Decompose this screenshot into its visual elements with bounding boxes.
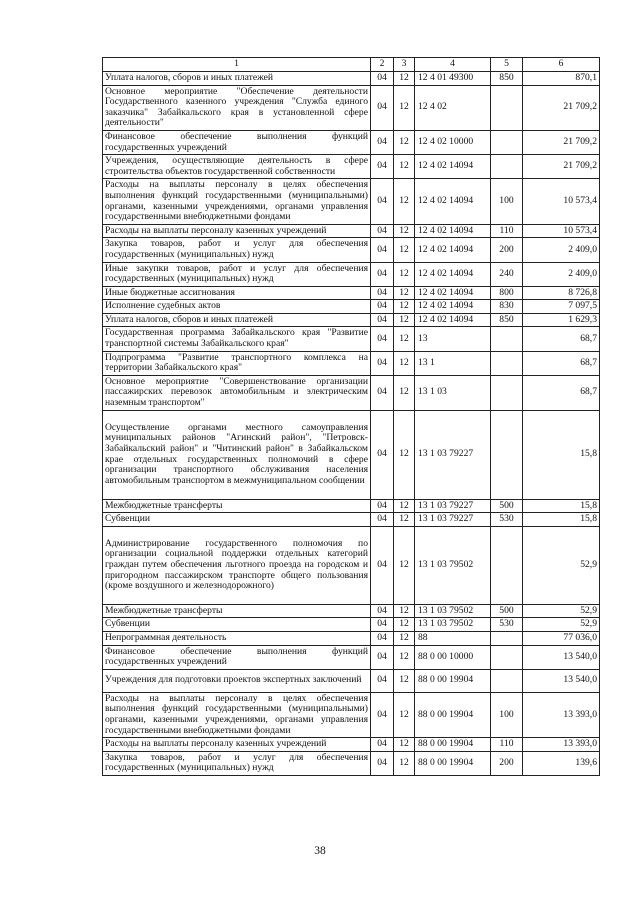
cell-amount: 52,9	[523, 604, 600, 618]
cell-target-article: 88 0 00 19904	[415, 669, 491, 692]
cell-subsection: 12	[394, 604, 415, 618]
table-row	[103, 692, 600, 737]
cell-name: Закупка товаров, работ и услуг для обеспечения государственных (муниципальных) нужд	[103, 751, 371, 775]
cell-name: Учреждения, осуществляющие деятельность в сфере строительства объектов государственной собственности	[103, 155, 371, 179]
cell-amount: 68,7	[523, 327, 600, 351]
cell-name: Расходы на выплаты персоналу казенных учреждений	[103, 738, 371, 752]
cell-name: Непрограммная деятельность	[103, 632, 371, 646]
cell-expense-type	[491, 351, 523, 375]
cell-expense-type	[491, 669, 523, 692]
table-row	[103, 286, 600, 300]
cell-target-article: 88 0 00 19904	[415, 751, 491, 775]
cell-section: 04	[371, 632, 394, 646]
cell-subsection: 12	[394, 238, 415, 262]
cell-name: Администрирование государственного полномочия по организации социальной поддержки отдельных категорий граждан путем обеспечения льготного проезда на городском и пригородном пассажирском транспорте общего пользования (кроме воздушного и железнодорожного)	[103, 526, 371, 604]
cell-amount: 7 097,5	[523, 300, 600, 314]
table-row	[103, 499, 600, 513]
cell-expense-type: 830	[491, 300, 523, 314]
cell-subsection: 12	[394, 300, 415, 314]
cell-expense-type: 500	[491, 499, 523, 513]
cell-target-article: 13 1 03 79502	[415, 618, 491, 632]
budget-table-sheet	[102, 57, 599, 776]
cell-amount: 15,8	[523, 513, 600, 527]
cell-amount: 15,8	[523, 410, 600, 499]
cell-target-article: 12 4 01 49300	[415, 72, 491, 86]
table-row	[103, 751, 600, 775]
cell-section: 04	[371, 669, 394, 692]
cell-subsection: 12	[394, 262, 415, 286]
cell-target-article: 12 4 02 10000	[415, 130, 491, 154]
cell-amount: 68,7	[523, 375, 600, 410]
cell-target-article: 12 4 02 14094	[415, 300, 491, 314]
cell-subsection: 12	[394, 645, 415, 669]
cell-subsection: 12	[394, 526, 415, 604]
cell-target-article: 12 4 02 14094	[415, 313, 491, 327]
cell-section: 04	[371, 179, 394, 224]
cell-amount: 2 409,0	[523, 238, 600, 262]
header-col-6: 6	[523, 58, 600, 72]
cell-section: 04	[371, 313, 394, 327]
cell-amount: 52,9	[523, 526, 600, 604]
cell-name: Межбюджетные трансферты	[103, 604, 371, 618]
cell-target-article: 13 1 03 79227	[415, 499, 491, 513]
cell-subsection: 12	[394, 618, 415, 632]
cell-amount: 10 573,4	[523, 224, 600, 238]
cell-amount: 15,8	[523, 499, 600, 513]
cell-subsection: 12	[394, 313, 415, 327]
cell-section: 04	[371, 692, 394, 737]
budget-table	[102, 57, 600, 776]
cell-subsection: 12	[394, 669, 415, 692]
cell-section: 04	[371, 410, 394, 499]
cell-expense-type	[491, 632, 523, 646]
cell-expense-type: 850	[491, 72, 523, 86]
cell-subsection: 12	[394, 751, 415, 775]
cell-expense-type	[491, 526, 523, 604]
cell-expense-type	[491, 645, 523, 669]
cell-name: Основное мероприятие "Совершенствование организации пассажирских перевозок автомобильным и электрическим наземным транспортом"	[103, 375, 371, 410]
cell-expense-type: 100	[491, 692, 523, 737]
cell-section: 04	[371, 375, 394, 410]
cell-subsection: 12	[394, 632, 415, 646]
cell-name: Уплата налогов, сборов и иных платежей	[103, 72, 371, 86]
table-body	[103, 58, 600, 776]
cell-subsection: 12	[394, 351, 415, 375]
cell-name: Иные бюджетные ассигнования	[103, 286, 371, 300]
cell-expense-type	[491, 375, 523, 410]
cell-target-article: 12 4 02	[415, 85, 491, 130]
header-col-3: 3	[394, 58, 415, 72]
cell-section: 04	[371, 499, 394, 513]
cell-target-article: 12 4 02 14094	[415, 224, 491, 238]
table-row	[103, 262, 600, 286]
cell-subsection: 12	[394, 499, 415, 513]
table-row	[103, 351, 600, 375]
table-row	[103, 224, 600, 238]
cell-target-article: 12 4 02 14094	[415, 286, 491, 300]
cell-target-article: 13 1 03 79227	[415, 513, 491, 527]
cell-subsection: 12	[394, 513, 415, 527]
cell-name: Уплата налогов, сборов и иных платежей	[103, 313, 371, 327]
cell-section: 04	[371, 604, 394, 618]
table-row	[103, 300, 600, 314]
cell-subsection: 12	[394, 375, 415, 410]
cell-subsection: 12	[394, 179, 415, 224]
header-col-1: 1	[103, 58, 371, 72]
cell-name: Расходы на выплаты персоналу в целях обеспечения выполнения функций государственными (муниципальными) органами, казенными учреждениями, органами управления государственными внебюджетными фондами	[103, 692, 371, 737]
cell-subsection: 12	[394, 224, 415, 238]
table-row	[103, 85, 600, 130]
cell-name: Подпрограмма "Развитие транспортного комплекса на территории Забайкальского края"	[103, 351, 371, 375]
cell-expense-type: 240	[491, 262, 523, 286]
table-row	[103, 669, 600, 692]
cell-section: 04	[371, 72, 394, 86]
cell-expense-type: 530	[491, 618, 523, 632]
cell-amount: 13 540,0	[523, 645, 600, 669]
table-row	[103, 238, 600, 262]
cell-section: 04	[371, 85, 394, 130]
table-row	[103, 513, 600, 527]
table-row	[103, 313, 600, 327]
cell-section: 04	[371, 224, 394, 238]
cell-expense-type: 800	[491, 286, 523, 300]
table-row	[103, 604, 600, 618]
cell-section: 04	[371, 238, 394, 262]
cell-target-article: 13 1 03 79502	[415, 604, 491, 618]
cell-target-article: 88	[415, 632, 491, 646]
cell-subsection: 12	[394, 410, 415, 499]
cell-amount: 13 393,0	[523, 692, 600, 737]
cell-expense-type: 200	[491, 751, 523, 775]
cell-target-article: 12 4 02 14094	[415, 155, 491, 179]
cell-name: Межбюджетные трансферты	[103, 499, 371, 513]
cell-expense-type: 110	[491, 224, 523, 238]
cell-amount: 1 629,3	[523, 313, 600, 327]
cell-amount: 21 709,2	[523, 130, 600, 154]
cell-section: 04	[371, 351, 394, 375]
cell-target-article: 13	[415, 327, 491, 351]
cell-subsection: 12	[394, 327, 415, 351]
cell-expense-type	[491, 85, 523, 130]
cell-expense-type	[491, 327, 523, 351]
cell-section: 04	[371, 300, 394, 314]
cell-section: 04	[371, 286, 394, 300]
cell-name: Расходы на выплаты персоналу в целях обеспечения выполнения функций государственными (муниципальными) органами, казенными учреждениями, органами управления государственными внебюджетными фондами	[103, 179, 371, 224]
cell-expense-type: 500	[491, 604, 523, 618]
cell-name: Учреждения для подготовки проектов экспертных заключений	[103, 669, 371, 692]
cell-amount: 13 393,0	[523, 738, 600, 752]
cell-section: 04	[371, 130, 394, 154]
cell-target-article: 13 1 03	[415, 375, 491, 410]
cell-section: 04	[371, 526, 394, 604]
cell-subsection: 12	[394, 738, 415, 752]
cell-amount: 8 726,8	[523, 286, 600, 300]
cell-expense-type: 110	[491, 738, 523, 752]
cell-target-article: 12 4 02 14094	[415, 238, 491, 262]
cell-expense-type: 200	[491, 238, 523, 262]
cell-section: 04	[371, 327, 394, 351]
table-row	[103, 155, 600, 179]
cell-name: Субвенции	[103, 618, 371, 632]
cell-section: 04	[371, 618, 394, 632]
cell-subsection: 12	[394, 130, 415, 154]
cell-subsection: 12	[394, 85, 415, 130]
cell-amount: 13 540,0	[523, 669, 600, 692]
table-row	[103, 526, 600, 604]
cell-section: 04	[371, 262, 394, 286]
cell-name: Субвенции	[103, 513, 371, 527]
table-header-row	[103, 58, 600, 72]
cell-name: Закупка товаров, работ и услуг для обеспечения государственных (муниципальных) нужд	[103, 238, 371, 262]
cell-subsection: 12	[394, 286, 415, 300]
cell-expense-type: 100	[491, 179, 523, 224]
cell-target-article: 13 1	[415, 351, 491, 375]
cell-name: Иные закупки товаров, работ и услуг для обеспечения государственных (муниципальных) нужд	[103, 262, 371, 286]
table-row	[103, 632, 600, 646]
cell-section: 04	[371, 645, 394, 669]
cell-target-article: 13 1 03 79227	[415, 410, 491, 499]
cell-name: Исполнение судебных актов	[103, 300, 371, 314]
cell-amount: 21 709,2	[523, 155, 600, 179]
cell-expense-type: 850	[491, 313, 523, 327]
cell-name: Государственная программа Забайкальского края "Развитие транспортной системы Забайкальского края"	[103, 327, 371, 351]
cell-amount: 68,7	[523, 351, 600, 375]
cell-name: Расходы на выплаты персоналу казенных учреждений	[103, 224, 371, 238]
cell-section: 04	[371, 155, 394, 179]
table-row	[103, 618, 600, 632]
table-row	[103, 327, 600, 351]
table-row	[103, 410, 600, 499]
cell-amount: 870,1	[523, 72, 600, 86]
table-row	[103, 72, 600, 86]
cell-target-article: 88 0 00 19904	[415, 692, 491, 737]
cell-name: Осуществление органами местного самоуправления муниципальных районов "Агинский район", "Петровск-Забайкальский район" и "Читинский район" в Забайкальском крае отдельных государственных полномочий в сфере организации транспортного обслуживания населения автомобильным транспортом в межмуниципальном сообщении	[103, 410, 371, 499]
cell-target-article: 13 1 03 79502	[415, 526, 491, 604]
cell-amount: 52,9	[523, 618, 600, 632]
cell-target-article: 12 4 02 14094	[415, 179, 491, 224]
cell-section: 04	[371, 513, 394, 527]
table-row	[103, 738, 600, 752]
table-row	[103, 179, 600, 224]
page-number: 38	[314, 845, 326, 857]
cell-expense-type	[491, 130, 523, 154]
cell-name: Финансовое обеспечение выполнения функций государственных учреждений	[103, 130, 371, 154]
cell-amount: 2 409,0	[523, 262, 600, 286]
cell-subsection: 12	[394, 72, 415, 86]
cell-section: 04	[371, 738, 394, 752]
header-col-5: 5	[491, 58, 523, 72]
cell-amount: 77 036,0	[523, 632, 600, 646]
cell-expense-type: 530	[491, 513, 523, 527]
table-row	[103, 130, 600, 154]
cell-subsection: 12	[394, 155, 415, 179]
cell-section: 04	[371, 751, 394, 775]
cell-target-article: 88 0 00 19904	[415, 738, 491, 752]
cell-expense-type	[491, 410, 523, 499]
header-col-4: 4	[415, 58, 491, 72]
cell-amount: 10 573,4	[523, 179, 600, 224]
cell-target-article: 12 4 02 14094	[415, 262, 491, 286]
cell-name: Основное мероприятие "Обеспечение деятельности Государственного казенного учреждения "Служба единого заказчика" Забайкальского края в установленной сфере деятельности"	[103, 85, 371, 130]
cell-expense-type	[491, 155, 523, 179]
cell-target-article: 88 0 00 10000	[415, 645, 491, 669]
table-row	[103, 645, 600, 669]
header-col-2: 2	[371, 58, 394, 72]
table-row	[103, 375, 600, 410]
cell-subsection: 12	[394, 692, 415, 737]
cell-name: Финансовое обеспечение выполнения функций государственных учреждений	[103, 645, 371, 669]
cell-amount: 21 709,2	[523, 85, 600, 130]
cell-amount: 139,6	[523, 751, 600, 775]
